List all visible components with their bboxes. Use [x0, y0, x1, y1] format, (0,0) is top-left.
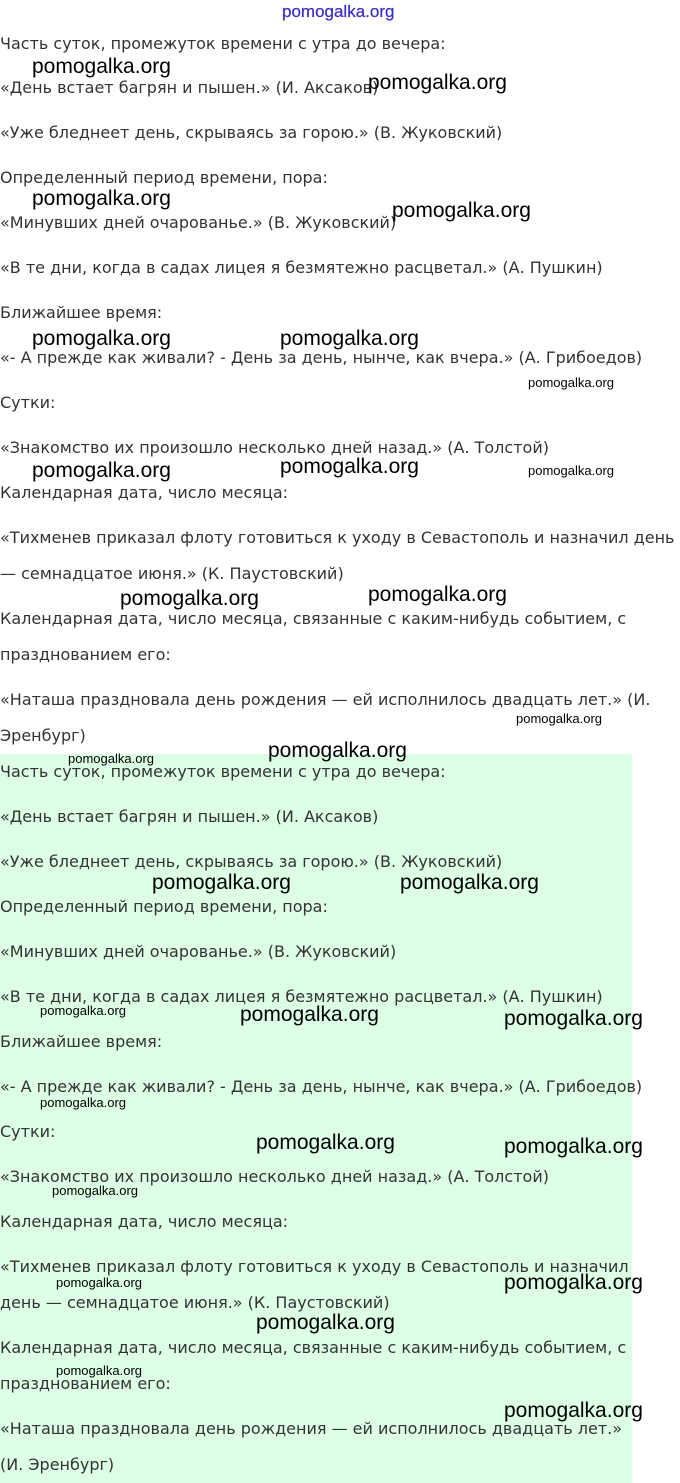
quote-line: «Уже бледнеет день, скрываясь за горою.» (В. Жуковский): [0, 852, 503, 871]
watermark: pomogalka.org: [56, 1363, 142, 1378]
quote-line: «День встает багрян и пышен.» (И. Аксаков): [0, 807, 379, 826]
watermark: pomogalka.org: [40, 1003, 126, 1018]
definition-line: Календарная дата, число месяца:: [0, 1212, 289, 1231]
quote-line: день — семнадцатое июня.» (К. Паустовский): [0, 1293, 390, 1312]
quote-line: «Знакомство их произошло несколько дней назад.» (А. Толстой): [0, 1167, 549, 1186]
watermark: pomogalka.org: [40, 1095, 126, 1110]
quote-line: «Наташа праздновала день рождения — ей исполнилось двадцать лет.» (И.: [0, 690, 651, 709]
definition-line: Сутки:: [0, 393, 56, 412]
watermark: pomogalka.org: [256, 1131, 395, 1154]
watermark: pomogalka.org: [528, 375, 614, 390]
quote-line: «Тихменев приказал флоту готовиться к уходу в Севастополь и назначил день: [0, 528, 675, 547]
watermark: pomogalka.org: [368, 71, 507, 94]
definition-line: Часть суток, промежуток времени с утра до вечера:: [0, 762, 446, 781]
definition-line: Ближайшее время:: [0, 1032, 163, 1051]
watermark: pomogalka.org: [32, 459, 171, 482]
watermark: pomogalka.org: [528, 463, 614, 478]
definition-line: Календарная дата, число месяца:: [0, 483, 289, 502]
watermark: pomogalka.org: [56, 1275, 142, 1290]
header-watermark: pomogalka.org: [282, 2, 395, 21]
definition-line: празднованием его:: [0, 1374, 171, 1393]
watermark: pomogalka.org: [32, 55, 171, 78]
watermark: pomogalka.org: [120, 587, 259, 610]
watermark: pomogalka.org: [52, 1183, 138, 1198]
quote-line: (И. Эренбург): [0, 1455, 115, 1474]
definition-line: Календарная дата, число месяца, связанные с каким-нибудь событием, с: [0, 609, 627, 628]
definition-line: Часть суток, промежуток времени с утра до вечера:: [0, 34, 446, 53]
quote-line: «В те дни, когда в садах лицея я безмятежно расцветал.» (А. Пушкин): [0, 258, 603, 277]
watermark: pomogalka.org: [268, 739, 407, 762]
definition-line: Определенный период времени, пора:: [0, 897, 328, 916]
watermark: pomogalka.org: [400, 871, 539, 894]
quote-line: «- А прежде как живали? - День за день, нынче, как вчера.» (А. Грибоедов): [0, 1077, 643, 1096]
watermark: pomogalka.org: [32, 327, 171, 350]
watermark: pomogalka.org: [504, 1007, 643, 1030]
watermark: pomogalka.org: [368, 583, 507, 606]
watermark: pomogalka.org: [240, 1003, 379, 1026]
quote-line: «День встает багрян и пышен.» (И. Аксаков): [0, 78, 379, 97]
watermark: pomogalka.org: [504, 1271, 643, 1294]
quote-line: «Наташа праздновала день рождения — ей исполнилось двадцать лет.»: [0, 1419, 623, 1438]
quote-line: Эренбург): [0, 726, 86, 745]
watermark: pomogalka.org: [256, 1311, 395, 1334]
watermark: pomogalka.org: [32, 187, 171, 210]
watermark: pomogalka.org: [152, 871, 291, 894]
watermark: pomogalka.org: [504, 1135, 643, 1158]
quote-line: «Минувших дней очарованье.» (В. Жуковский): [0, 942, 397, 961]
watermark: pomogalka.org: [280, 327, 419, 350]
watermark: pomogalka.org: [504, 1399, 643, 1422]
quote-line: «Минувших дней очарованье.» (В. Жуковский): [0, 213, 397, 232]
quote-line: «Тихменев приказал флоту готовиться к уходу в Севастополь и назначил: [0, 1257, 629, 1276]
quote-line: «Уже бледнеет день, скрываясь за горою.» (В. Жуковский): [0, 123, 503, 142]
definition-line: Сутки:: [0, 1122, 56, 1141]
quote-line: «- А прежде как живали? - День за день, нынче, как вчера.» (А. Грибоедов): [0, 348, 643, 367]
quote-line: — семнадцатое июня.» (К. Паустовский): [0, 564, 344, 583]
quote-line: «В те дни, когда в садах лицея я безмятежно расцветал.» (А. Пушкин): [0, 987, 603, 1006]
definition-line: Ближайшее время:: [0, 303, 163, 322]
quote-line: «Знакомство их произошло несколько дней назад.» (А. Толстой): [0, 438, 549, 457]
watermark: pomogalka.org: [68, 751, 154, 766]
watermark: pomogalka.org: [516, 711, 602, 726]
definition-line: Определенный период времени, пора:: [0, 168, 328, 187]
definition-line: Календарная дата, число месяца, связанные с каким-нибудь событием, с: [0, 1338, 627, 1357]
watermark: pomogalka.org: [392, 199, 531, 222]
watermark: pomogalka.org: [280, 455, 419, 478]
definition-line: празднованием его:: [0, 645, 171, 664]
